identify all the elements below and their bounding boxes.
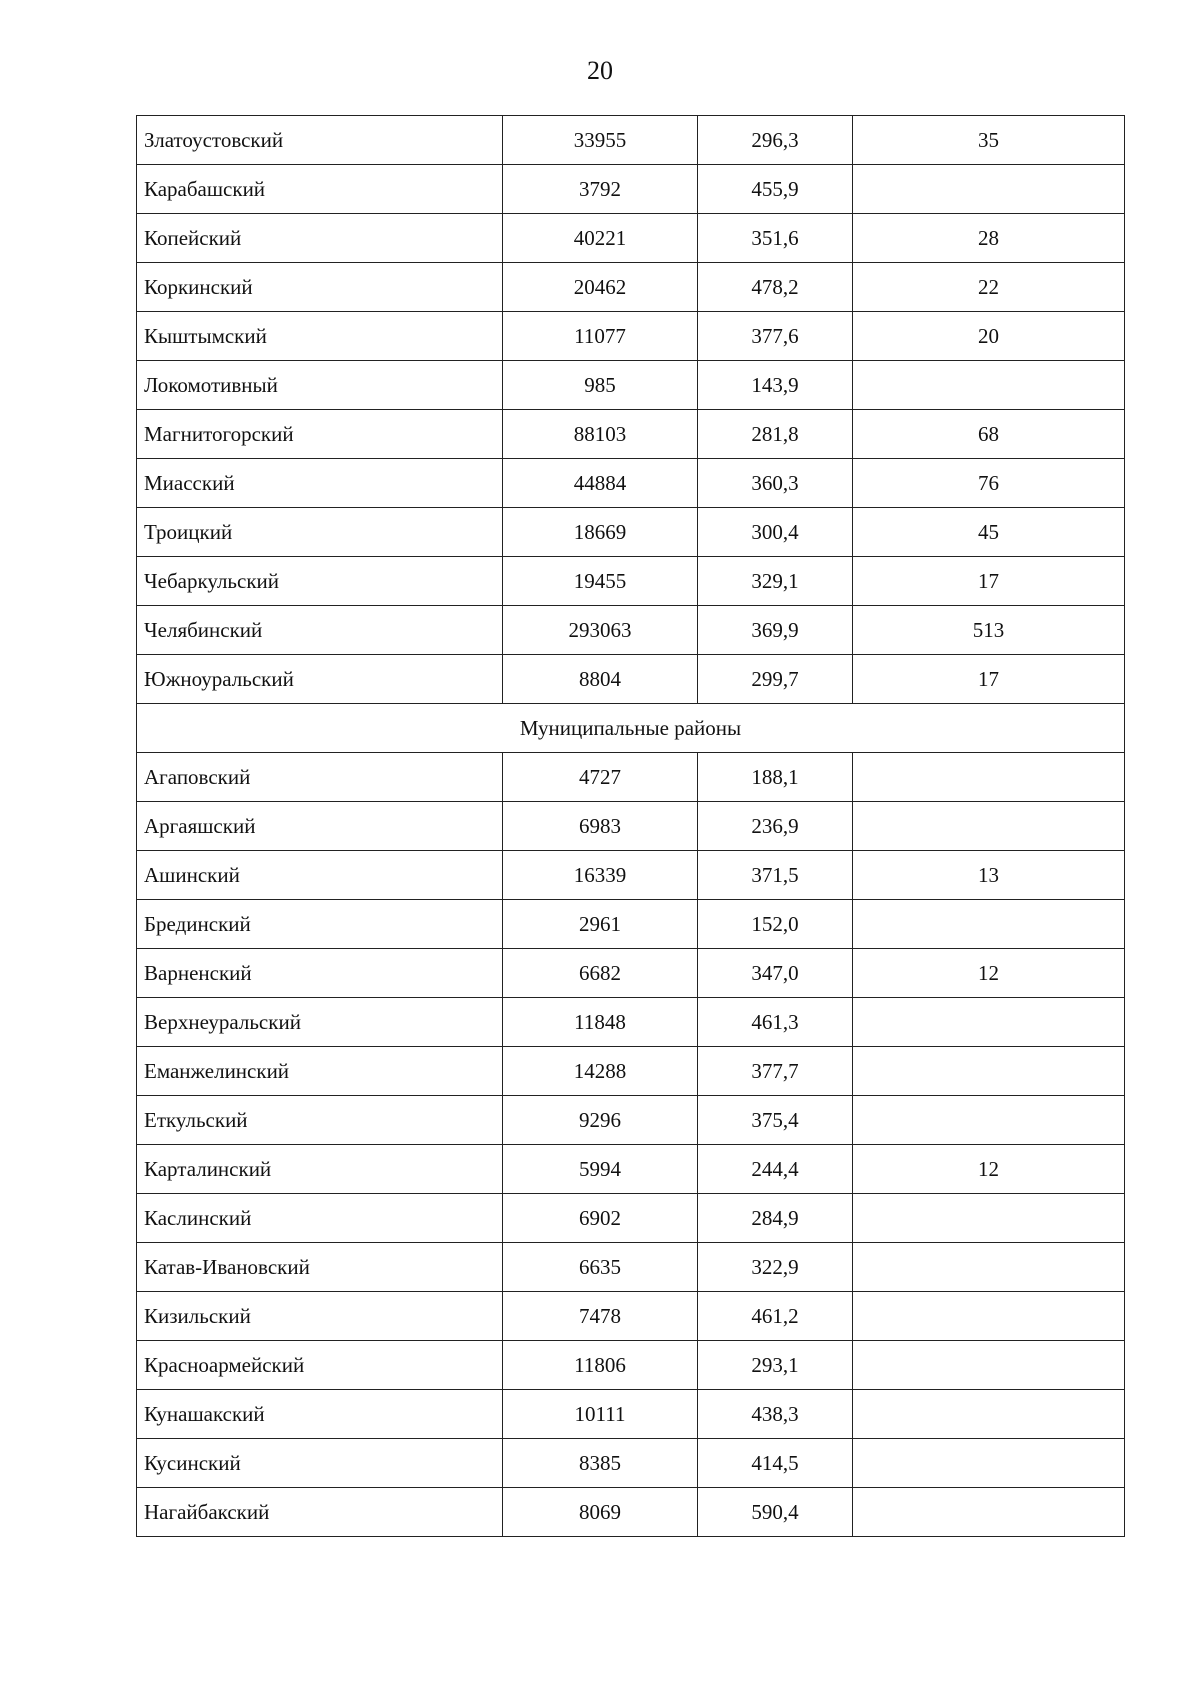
value-3-cell: 68 xyxy=(853,410,1125,459)
value-3-cell xyxy=(853,1243,1125,1292)
section-title: Муниципальные районы xyxy=(137,704,1125,753)
municipality-name-cell: Чебаркульский xyxy=(137,557,503,606)
table-row xyxy=(137,557,1125,606)
municipality-name-cell: Аргаяшский xyxy=(137,802,503,851)
table-row xyxy=(137,655,1125,704)
value-1-cell: 20462 xyxy=(503,263,698,312)
value-2-cell: 143,9 xyxy=(698,361,853,410)
value-3-cell xyxy=(853,1047,1125,1096)
table-row xyxy=(137,459,1125,508)
municipality-name-cell: Кыштымский xyxy=(137,312,503,361)
municipality-name-cell: Карталинский xyxy=(137,1145,503,1194)
value-3-cell xyxy=(853,900,1125,949)
value-2-cell: 438,3 xyxy=(698,1390,853,1439)
value-3-cell: 28 xyxy=(853,214,1125,263)
value-2-cell: 371,5 xyxy=(698,851,853,900)
municipality-name-cell: Южноуральский xyxy=(137,655,503,704)
value-1-cell: 6635 xyxy=(503,1243,698,1292)
value-3-cell: 20 xyxy=(853,312,1125,361)
value-3-cell: 76 xyxy=(853,459,1125,508)
value-1-cell: 18669 xyxy=(503,508,698,557)
table-row xyxy=(137,508,1125,557)
table-row xyxy=(137,1145,1125,1194)
value-2-cell: 369,9 xyxy=(698,606,853,655)
value-3-cell xyxy=(853,1390,1125,1439)
table-row xyxy=(137,1439,1125,1488)
value-2-cell: 284,9 xyxy=(698,1194,853,1243)
table-row xyxy=(137,361,1125,410)
municipality-name-cell: Кусинский xyxy=(137,1439,503,1488)
value-3-cell: 12 xyxy=(853,949,1125,998)
table-row xyxy=(137,606,1125,655)
value-2-cell: 377,6 xyxy=(698,312,853,361)
municipality-name-cell: Челябинский xyxy=(137,606,503,655)
value-1-cell: 11848 xyxy=(503,998,698,1047)
value-2-cell: 236,9 xyxy=(698,802,853,851)
value-1-cell: 16339 xyxy=(503,851,698,900)
table-row xyxy=(137,312,1125,361)
value-2-cell: 478,2 xyxy=(698,263,853,312)
value-3-cell xyxy=(853,361,1125,410)
value-3-cell: 22 xyxy=(853,263,1125,312)
value-2-cell: 244,4 xyxy=(698,1145,853,1194)
municipality-name-cell: Карабашский xyxy=(137,165,503,214)
value-3-cell: 35 xyxy=(853,116,1125,165)
municipality-name-cell: Троицкий xyxy=(137,508,503,557)
table-row xyxy=(137,165,1125,214)
value-3-cell xyxy=(853,1096,1125,1145)
value-1-cell: 11077 xyxy=(503,312,698,361)
value-1-cell: 2961 xyxy=(503,900,698,949)
municipality-name-cell: Кизильский xyxy=(137,1292,503,1341)
value-1-cell: 5994 xyxy=(503,1145,698,1194)
value-2-cell: 281,8 xyxy=(698,410,853,459)
table-row xyxy=(137,1390,1125,1439)
table-row xyxy=(137,1488,1125,1537)
value-1-cell: 6983 xyxy=(503,802,698,851)
value-3-cell xyxy=(853,165,1125,214)
municipality-name-cell: Верхнеуральский xyxy=(137,998,503,1047)
value-3-cell xyxy=(853,1194,1125,1243)
table-row xyxy=(137,900,1125,949)
value-1-cell: 6902 xyxy=(503,1194,698,1243)
value-2-cell: 377,7 xyxy=(698,1047,853,1096)
value-3-cell xyxy=(853,802,1125,851)
municipality-name-cell: Кунашакский xyxy=(137,1390,503,1439)
value-2-cell: 461,3 xyxy=(698,998,853,1047)
value-3-cell: 13 xyxy=(853,851,1125,900)
municipality-name-cell: Локомотивный xyxy=(137,361,503,410)
value-2-cell: 188,1 xyxy=(698,753,853,802)
value-1-cell: 9296 xyxy=(503,1096,698,1145)
value-3-cell xyxy=(853,1439,1125,1488)
value-3-cell: 17 xyxy=(853,655,1125,704)
page-number: 20 xyxy=(587,56,613,85)
value-2-cell: 360,3 xyxy=(698,459,853,508)
value-2-cell: 455,9 xyxy=(698,165,853,214)
value-3-cell: 17 xyxy=(853,557,1125,606)
table-row xyxy=(137,949,1125,998)
municipality-name-cell: Варненский xyxy=(137,949,503,998)
value-1-cell: 8385 xyxy=(503,1439,698,1488)
municipality-name-cell: Катав-Ивановский xyxy=(137,1243,503,1292)
municipality-name-cell: Ашинский xyxy=(137,851,503,900)
value-2-cell: 299,7 xyxy=(698,655,853,704)
value-1-cell: 3792 xyxy=(503,165,698,214)
municipality-name-cell: Миасский xyxy=(137,459,503,508)
table-row xyxy=(137,851,1125,900)
value-1-cell: 7478 xyxy=(503,1292,698,1341)
value-1-cell: 40221 xyxy=(503,214,698,263)
value-2-cell: 296,3 xyxy=(698,116,853,165)
value-2-cell: 414,5 xyxy=(698,1439,853,1488)
value-2-cell: 293,1 xyxy=(698,1341,853,1390)
municipality-name-cell: Еманжелинский xyxy=(137,1047,503,1096)
value-1-cell: 293063 xyxy=(503,606,698,655)
table-row xyxy=(137,998,1125,1047)
value-1-cell: 985 xyxy=(503,361,698,410)
table-row xyxy=(137,410,1125,459)
value-2-cell: 152,0 xyxy=(698,900,853,949)
data-table xyxy=(136,115,1125,1537)
table-body xyxy=(137,116,1125,1537)
municipality-name-cell: Копейский xyxy=(137,214,503,263)
value-1-cell: 44884 xyxy=(503,459,698,508)
table-row xyxy=(137,263,1125,312)
municipality-name-cell: Нагайбакский xyxy=(137,1488,503,1537)
municipality-name-cell: Магнитогорский xyxy=(137,410,503,459)
value-1-cell: 88103 xyxy=(503,410,698,459)
municipality-name-cell: Златоустовский xyxy=(137,116,503,165)
municipality-name-cell: Каслинский xyxy=(137,1194,503,1243)
value-3-cell: 12 xyxy=(853,1145,1125,1194)
value-3-cell xyxy=(853,1488,1125,1537)
value-2-cell: 461,2 xyxy=(698,1292,853,1341)
table-row xyxy=(137,802,1125,851)
value-3-cell xyxy=(853,753,1125,802)
value-3-cell xyxy=(853,1292,1125,1341)
value-2-cell: 375,4 xyxy=(698,1096,853,1145)
value-1-cell: 4727 xyxy=(503,753,698,802)
value-3-cell: 45 xyxy=(853,508,1125,557)
table-row xyxy=(137,1194,1125,1243)
value-2-cell: 300,4 xyxy=(698,508,853,557)
table-row xyxy=(137,753,1125,802)
value-3-cell xyxy=(853,998,1125,1047)
municipality-name-cell: Еткульский xyxy=(137,1096,503,1145)
section-header-row xyxy=(137,704,1125,753)
municipality-name-cell: Брединский xyxy=(137,900,503,949)
value-1-cell: 14288 xyxy=(503,1047,698,1096)
municipality-name-cell: Коркинский xyxy=(137,263,503,312)
value-2-cell: 347,0 xyxy=(698,949,853,998)
value-1-cell: 8069 xyxy=(503,1488,698,1537)
value-1-cell: 11806 xyxy=(503,1341,698,1390)
table-row xyxy=(137,1243,1125,1292)
table-row xyxy=(137,1096,1125,1145)
value-3-cell xyxy=(853,1341,1125,1390)
value-2-cell: 351,6 xyxy=(698,214,853,263)
value-1-cell: 6682 xyxy=(503,949,698,998)
table-row xyxy=(137,214,1125,263)
value-2-cell: 329,1 xyxy=(698,557,853,606)
value-1-cell: 33955 xyxy=(503,116,698,165)
value-3-cell: 513 xyxy=(853,606,1125,655)
value-2-cell: 322,9 xyxy=(698,1243,853,1292)
value-1-cell: 8804 xyxy=(503,655,698,704)
value-1-cell: 10111 xyxy=(503,1390,698,1439)
table-row xyxy=(137,1047,1125,1096)
value-2-cell: 590,4 xyxy=(698,1488,853,1537)
table-row xyxy=(137,1341,1125,1390)
municipality-name-cell: Агаповский xyxy=(137,753,503,802)
value-1-cell: 19455 xyxy=(503,557,698,606)
municipality-name-cell: Красноармейский xyxy=(137,1341,503,1390)
table-row xyxy=(137,116,1125,165)
table-row xyxy=(137,1292,1125,1341)
